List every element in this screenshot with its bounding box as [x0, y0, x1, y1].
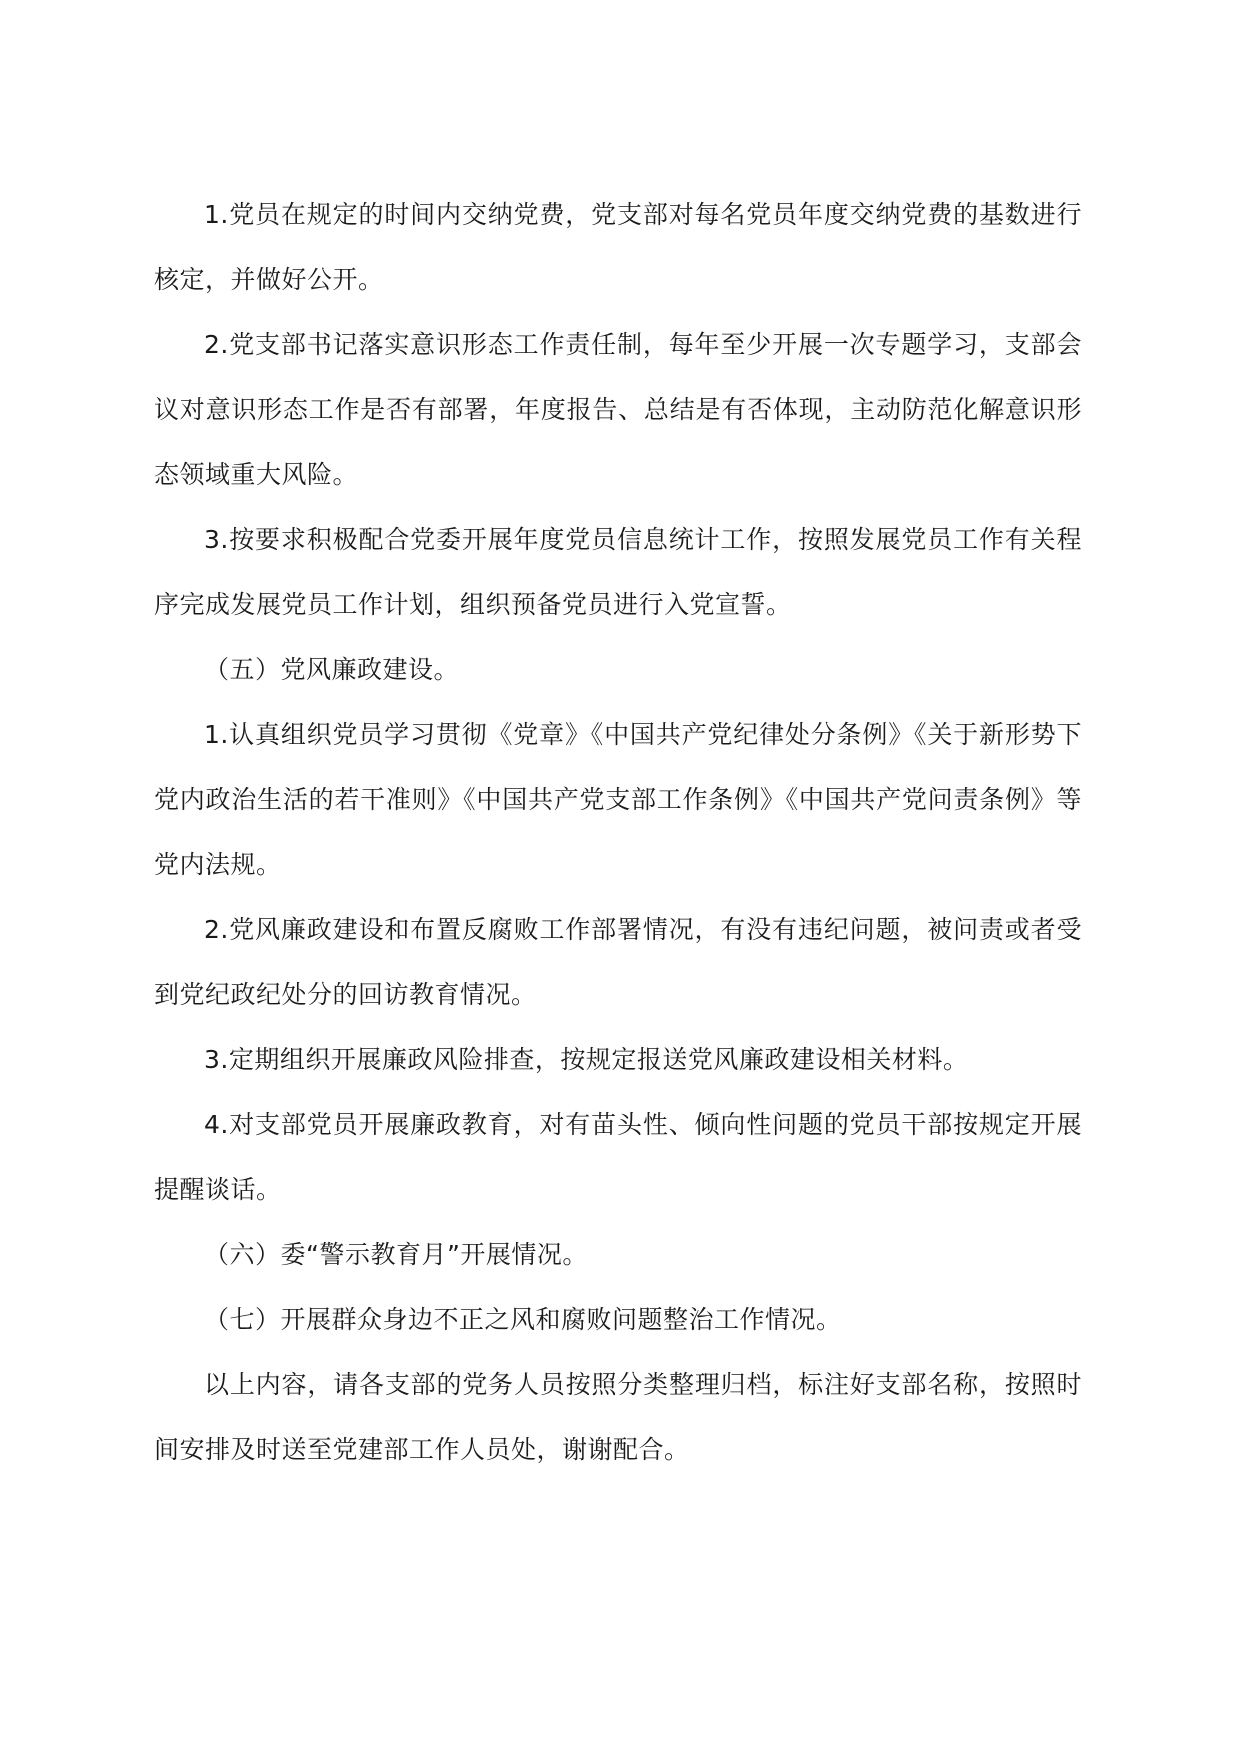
paragraph-party-dues: 1.党员在规定的时间内交纳党费，党支部对每名党员年度交纳党费的基数进行核定，并做好公开。 — [154, 200, 1082, 294]
paragraph-risk-inspection: 3.定期组织开展廉政风险排查，按规定报送党风廉政建设相关材料。 — [204, 1045, 969, 1074]
paragraph-closing-instructions: 以上内容，请各支部的党务人员按照分类整理归档，标注好支部名称，按照时间安排及时送至党建部工作人员处，谢谢配合。 — [154, 1370, 1082, 1464]
document-body — [154, 182, 1082, 1482]
section-heading-rectification: （七）开展群众身边不正之风和腐败问题整治工作情况。 — [204, 1305, 842, 1334]
paragraph-anti-corruption-deployment: 2.党风廉政建设和布置反腐败工作部署情况，有没有违纪问题，被问责或者受到党纪政纪处分的回访教育情况。 — [154, 915, 1082, 1009]
paragraph-integrity-education: 4.对支部党员开展廉政教育，对有苗头性、倾向性问题的党员干部按规定开展提醒谈话。 — [154, 1110, 1082, 1204]
section-heading-warning-month: （六）委“警示教育月”开展情况。 — [204, 1240, 588, 1269]
paragraph-ideology-responsibility: 2.党支部书记落实意识形态工作责任制，每年至少开展一次专题学习，支部会议对意识形态工作是否有部署，年度报告、总结是有否体现，主动防范化解意识形态领域重大风险。 — [154, 330, 1082, 489]
paragraph-study-regulations: 1.认真组织党员学习贯彻《党章》《中国共产党纪律处分条例》《关于新形势下党内政治生活的若干准则》《中国共产党支部工作条例》《中国共产党问责条例》等党内法规。 — [154, 720, 1082, 879]
section-heading-clean-governance: （五）党风廉政建设。 — [204, 655, 460, 684]
paragraph-member-statistics: 3.按要求积极配合党委开展年度党员信息统计工作，按照发展党员工作有关程序完成发展党员工作计划，组织预备党员进行入党宣誓。 — [154, 525, 1082, 619]
